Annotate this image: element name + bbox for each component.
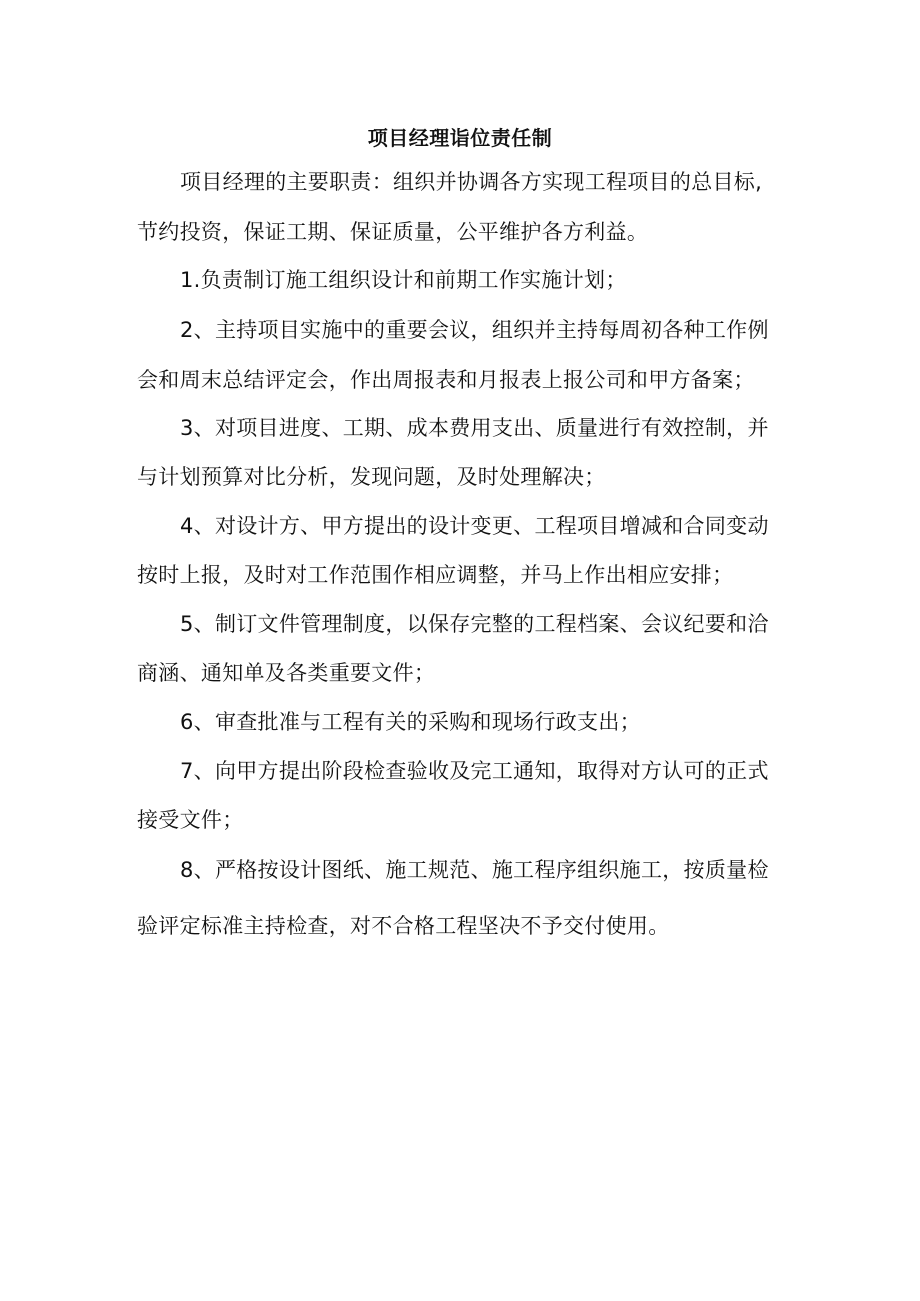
paragraph-line: 会和周末总结评定会，作出周报表和月报表上报公司和甲方备案； bbox=[137, 368, 755, 392]
paragraph-line: 8、严格按设计图纸、施工规范、施工程序组织施工，按质量检 bbox=[180, 858, 769, 882]
paragraph-line: 1.负责制订施工组织设计和前期工作实施计划； bbox=[180, 268, 627, 292]
paragraph-line: 与计划预算对比分析，发现问题，及时处理解决； bbox=[137, 465, 606, 489]
paragraph-line: 商涵、通知单及各类重要文件； bbox=[137, 661, 436, 685]
paragraph-line: 7、向甲方提出阶段检查验收及完工通知，取得对方认可的正式 bbox=[180, 759, 769, 783]
paragraph-line: 2、主持项目实施中的重要会议，组织并主持每周初各种工作例 bbox=[180, 318, 769, 342]
paragraph-line: 验评定标准主持检查，对不合格工程坚决不予交付使用。 bbox=[137, 914, 670, 938]
paragraph-line: 接受文件； bbox=[137, 808, 244, 832]
document-title: 项目经理诣位责任制 bbox=[367, 126, 553, 150]
paragraph-line: 3、对项目进度、工期、成本费用支出、质量进行有效控制，并 bbox=[180, 416, 769, 440]
paragraph-line: 项目经理的主要职责：组织并协调各方实现工程项目的总目标, bbox=[180, 170, 763, 194]
paragraph-line: 节约投资，保证工期、保证质量，公平维护各方利益。 bbox=[137, 220, 649, 244]
paragraph-line: 6、审查批准与工程有关的采购和现场行政支出； bbox=[180, 710, 641, 734]
paragraph-line: 5、制订文件管理制度，以保存完整的工程档案、会议纪要和洽 bbox=[180, 612, 769, 636]
paragraph-line: 4、对设计方、甲方提出的设计变更、工程项目增减和合同变动 bbox=[180, 514, 769, 538]
paragraph-line: 按时上报，及时对工作范围作相应调整，并马上作出相应安排； bbox=[137, 563, 734, 587]
